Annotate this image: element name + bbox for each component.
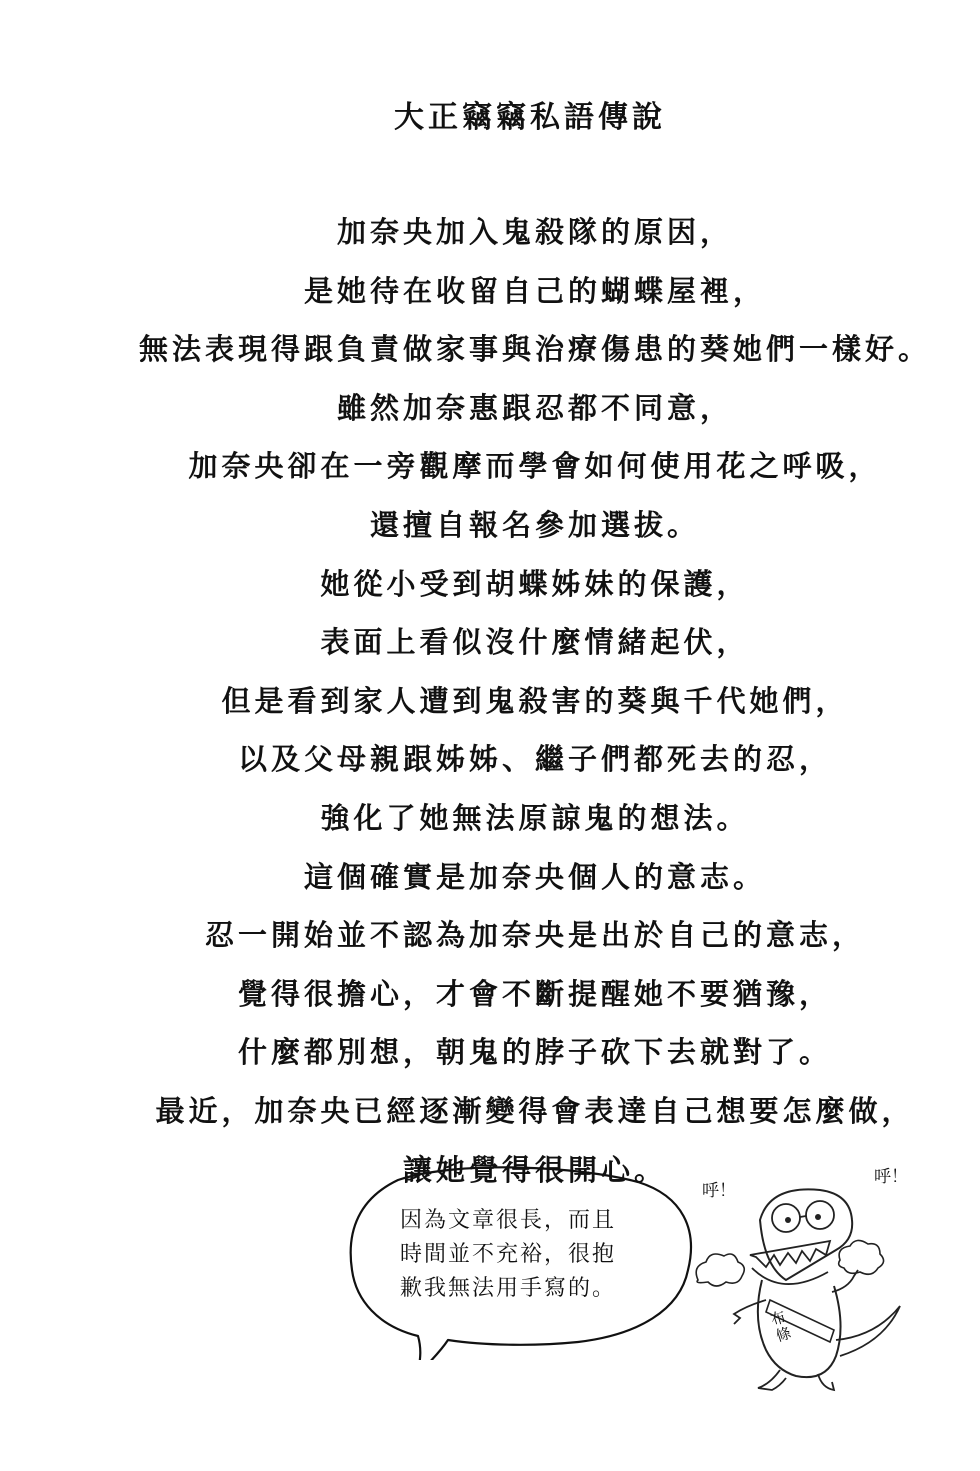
speech-bubble-line: 時間並不充裕，很抱 [400, 1242, 617, 1267]
text-line: 這個確實是加奈央個人的意志。 [303, 859, 766, 894]
text-line: 忍一開始並不認為加奈央是出於自己的意志， [204, 918, 865, 953]
text-line: 還擅自報名參加選拔。 [369, 507, 700, 542]
huff-left-label: 呼！ [702, 1181, 736, 1201]
text-line: 加奈央卻在一旁觀摩而學會如何使用花之呼吸， [188, 449, 882, 484]
text-line: 什麼都別想，朝鬼的脖子砍下去就對了。 [237, 1035, 832, 1070]
afterword-text [110, 203, 960, 1199]
text-line: 強化了她無法原諒鬼的想法。 [320, 800, 750, 835]
sash-text: 布條 [768, 1307, 794, 1346]
text-line: 以及父母親跟姊姊、繼子們都死去的忍， [237, 742, 832, 777]
speech-bubble [338, 1160, 700, 1360]
text-line: 雖然加奈惠跟忍都不同意， [336, 390, 733, 425]
text-line: 是她待在收留自己的蝴蝶屋裡， [303, 273, 766, 308]
speech-bubble-text [400, 1204, 660, 1306]
speech-bubble-line: 歉我無法用手寫的。 [400, 1276, 617, 1301]
crocodile-author-mascot-icon [690, 1160, 920, 1400]
huff-right-label: 呼！ [874, 1167, 908, 1187]
speech-bubble-line: 因為文章很長，而且 [400, 1208, 617, 1233]
text-line: 無法表現得跟負責做家事與治療傷患的葵她們一樣好。 [138, 332, 931, 367]
text-line: 表面上看似沒什麼情緒起伏， [320, 625, 750, 660]
text-line: 讓她覺得很開心。 [402, 1152, 667, 1187]
text-line: 加奈央加入鬼殺隊的原因， [336, 215, 733, 249]
page-title: 大正竊竊私語傳說 [394, 100, 666, 135]
text-line: 她從小受到胡蝶姊妹的保護， [320, 566, 750, 601]
text-line: 覺得很擔心，才會不斷提醒她不要猶豫， [237, 976, 832, 1011]
text-line: 但是看到家人遭到鬼殺害的葵與千代她們， [221, 683, 849, 718]
text-line: 最近，加奈央已經逐漸變得會表達自己想要怎麼做， [155, 1093, 915, 1128]
